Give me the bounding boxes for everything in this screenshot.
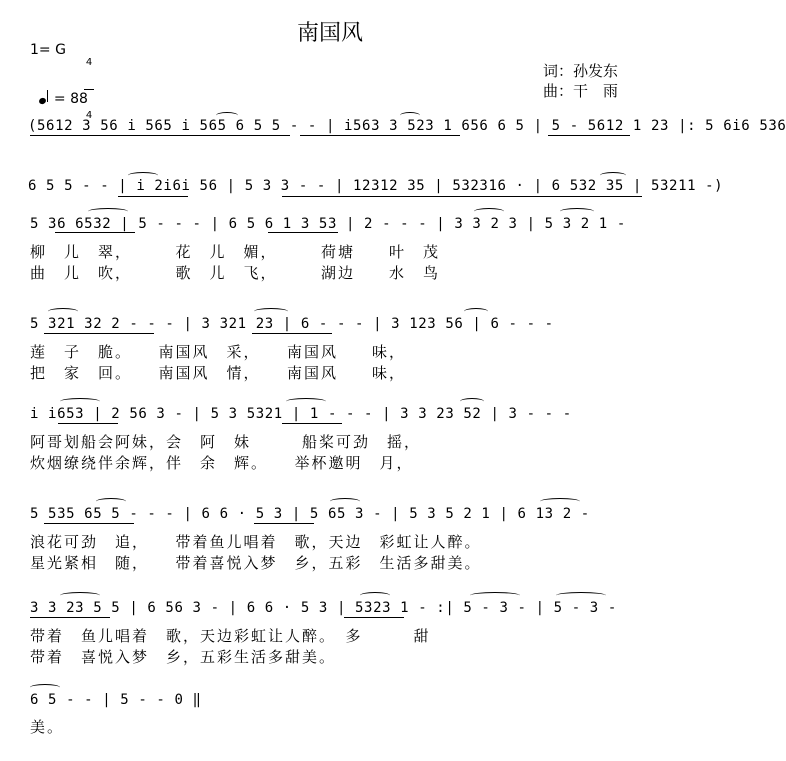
slur <box>48 308 78 315</box>
lyrics-verse-2-line-7: 带着 喜悦入梦 乡，五彩生活多甜美。 <box>30 648 337 666</box>
slur <box>30 684 60 691</box>
underline <box>282 196 642 197</box>
underline <box>254 523 314 524</box>
underline <box>55 232 135 233</box>
lyrics-verse-2-line-4: 把 家 回。 南国风 情， 南国风 味， <box>30 364 407 382</box>
lyrics-verse-1-line-8: 美。 <box>30 718 65 736</box>
time-signature-top: 4 <box>85 57 93 68</box>
slur <box>556 592 606 599</box>
slur <box>128 172 158 179</box>
underline <box>344 617 404 618</box>
slur <box>460 398 484 405</box>
slur <box>400 112 420 119</box>
tempo-value: = 88 <box>53 91 88 107</box>
underline <box>118 196 188 197</box>
underline <box>30 135 290 136</box>
slur <box>600 172 626 179</box>
notation-line-1: (5612 3 56 i 565 i 565 6 5 5 - - | i563 3 523 1 656 6 5 | 5 - 5612 1 23 |: 5 6i6 536 <box>28 118 786 134</box>
slur <box>60 398 100 405</box>
slur <box>216 112 238 119</box>
notation-line-3: 5 36 6532 | 5 - - - | 6 5 6 1 3 53 | 2 - - - | 3 3 2 3 | 5 3 2 1 - <box>30 216 626 232</box>
lyrics-verse-1-line-7: 带着 鱼儿唱着 歌，天边彩虹让人醉。 多 甜 <box>30 627 431 645</box>
slur <box>330 498 360 505</box>
underline <box>44 333 154 334</box>
lyrics-verse-2-line-5: 炊烟缭绕伴余辉，伴 余 辉。 举杯邀明 月， <box>30 454 414 472</box>
lyrics-verse-2-line-6: 星光紧相 随， 带着喜悦入梦 乡，五彩 生活多甜美。 <box>30 554 482 572</box>
slur <box>464 308 488 315</box>
notation-line-8: 6 5 - - | 5 - - 0 ‖ <box>30 692 202 708</box>
slur <box>286 398 326 405</box>
key-signature: 1= G <box>30 42 66 58</box>
slur <box>254 308 288 315</box>
composer: 曲：干 雨 <box>543 82 619 100</box>
underline <box>282 423 342 424</box>
notation-line-7: 3 3 23 5 5 | 6 56 3 - | 6 6 · 5 3 | 5323 1 - :| 5 - 3 - | 5 - 3 - <box>30 600 617 616</box>
underline <box>252 333 332 334</box>
slur <box>96 498 126 505</box>
lyrics-verse-1-line-4: 莲 子 脆。 南国风 采， 南国风 味， <box>30 343 407 361</box>
notation-line-2: 6 5 5 - - | i 2i6i 56 | 5 3 3 - - | 12312 35 | 532316 · | 6 532 35 | 53211 -) <box>28 178 724 194</box>
time-signature-bottom: 4 <box>85 110 93 121</box>
slur <box>470 592 520 599</box>
underline <box>58 423 118 424</box>
lyricist: 词：孙发东 <box>543 62 619 80</box>
slur <box>474 208 504 215</box>
tempo-marking <box>30 74 88 107</box>
quarter-note-icon <box>38 97 47 105</box>
lyrics-verse-1-line-6: 浪花可劲 追， 带着鱼儿唱着 歌，天边 彩虹让人醉。 <box>30 533 482 551</box>
song-title: 南国风 <box>296 21 363 46</box>
slur <box>60 592 100 599</box>
slur <box>540 498 580 505</box>
underline <box>548 135 630 136</box>
underline <box>300 135 460 136</box>
lyrics-verse-1-line-3: 柳 儿 翠， 花 儿 媚， 荷塘 叶 茂 <box>30 243 441 261</box>
lyrics-verse-2-line-3: 曲 儿 吹， 歌 儿 飞， 湖边 水 鸟 <box>30 264 441 282</box>
notation-line-6: 5 535 65 5 - - - | 6 6 · 5 3 | 5 65 3 - | 5 3 5 2 1 | 6 13 2 - <box>30 506 590 522</box>
underline <box>44 523 134 524</box>
slur <box>360 592 390 599</box>
slur <box>560 208 594 215</box>
lyrics-verse-1-line-5: 阿哥划船会阿妹，会 阿 妹 船桨可劲 摇， <box>30 433 422 451</box>
slur <box>88 208 128 215</box>
quarter-note-stem <box>47 90 48 102</box>
underline <box>30 617 110 618</box>
underline <box>268 232 338 233</box>
notation-line-5: i i653 | 2 56 3 - | 5 3 5321 | 1 - - - | 3 3 23 52 | 3 - - - <box>30 406 572 422</box>
notation-line-4: 5 321 32 2 - - - | 3 321 23 | 6 - - - | 3 123 56 | 6 - - - <box>30 316 554 332</box>
